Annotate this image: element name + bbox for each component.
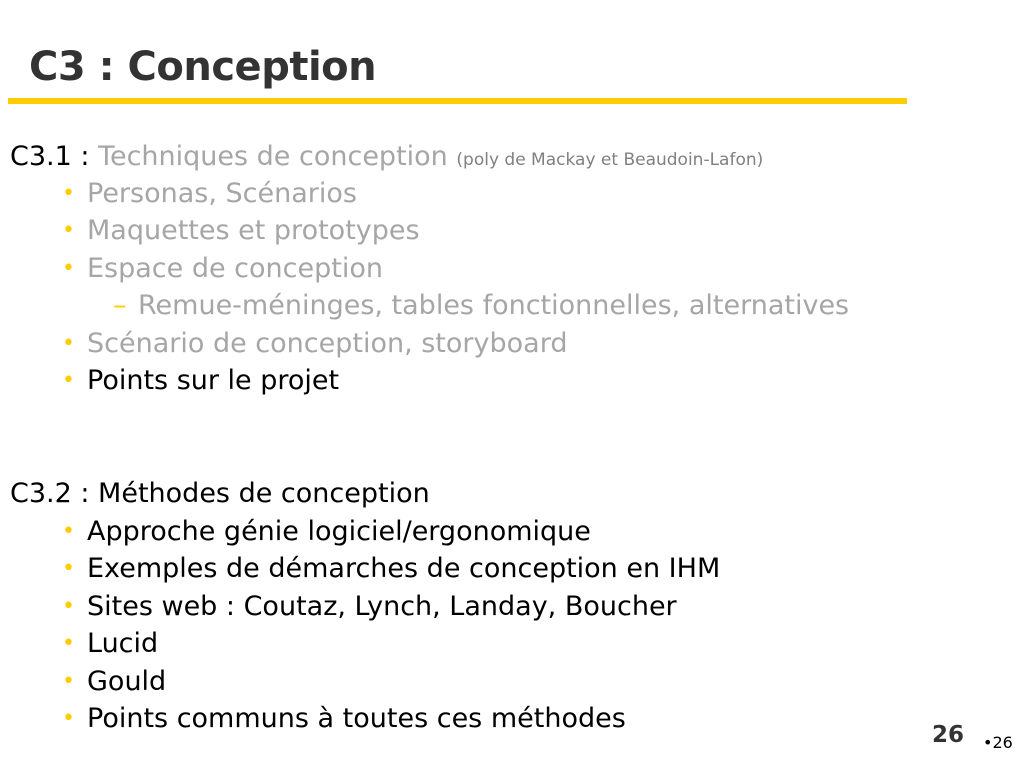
section-c3-1-heading	[10, 140, 763, 177]
bullet-icon: •	[62, 181, 75, 206]
list-item	[62, 327, 567, 361]
page-number: 26	[932, 722, 965, 748]
section-c3-2-heading	[10, 477, 430, 511]
bullet-icon: •	[62, 706, 75, 731]
sub-list-item	[113, 289, 849, 323]
list-item-label: Personas, Scénarios	[87, 178, 357, 209]
bullet-icon: •	[62, 594, 75, 619]
list-item	[62, 214, 420, 248]
list-item-label: Scénario de conception, storyboard	[87, 328, 568, 359]
list-item	[62, 252, 383, 286]
list-item	[62, 627, 158, 661]
bullet-icon: •	[62, 519, 75, 544]
list-item-label: Points sur le projet	[87, 365, 340, 396]
list-item	[62, 177, 357, 211]
list-item-label: Sites web : Coutaz, Lynch, Landay, Boucher	[87, 591, 677, 622]
list-item-label: Espace de conception	[87, 253, 383, 284]
bullet-icon: •	[62, 256, 75, 281]
list-item-label: Exemples de démarches de conception en IHM	[87, 553, 721, 584]
list-item-label: Maquettes et prototypes	[87, 215, 420, 246]
list-item	[62, 364, 339, 398]
sub-list-item-label: Remue-méninges, tables fonctionnelles, alternatives	[138, 290, 850, 321]
list-item-label: Approche génie logiciel/ergonomique	[87, 516, 591, 547]
bullet-icon: •	[62, 368, 75, 393]
section-c3-1-note: (poly de Mackay et Beaudoin-Lafon)	[456, 150, 764, 170]
section-c3-1-title: Techniques de conception	[98, 141, 448, 172]
page-number-footer: •26	[983, 733, 1013, 752]
list-item	[62, 515, 591, 549]
section-c3-2-title: C3.2 : Méthodes de conception	[10, 478, 430, 509]
slide-title: C3 : Conception	[29, 44, 377, 90]
bullet-icon: •	[62, 218, 75, 243]
list-item	[62, 702, 626, 736]
bullet-icon: •	[62, 556, 75, 581]
list-item-label: Lucid	[87, 628, 159, 659]
list-item	[62, 590, 677, 624]
list-item-label: Gould	[87, 666, 167, 697]
list-item	[62, 665, 166, 699]
bullet-icon: •	[62, 331, 75, 356]
section-c3-1-prefix: C3.1 :	[10, 141, 99, 172]
dash-icon: –	[113, 290, 127, 321]
bullet-icon: •	[62, 669, 75, 694]
list-item-label: Points communs à toutes ces méthodes	[87, 703, 626, 734]
bullet-icon: •	[62, 631, 75, 656]
list-item	[62, 552, 720, 586]
